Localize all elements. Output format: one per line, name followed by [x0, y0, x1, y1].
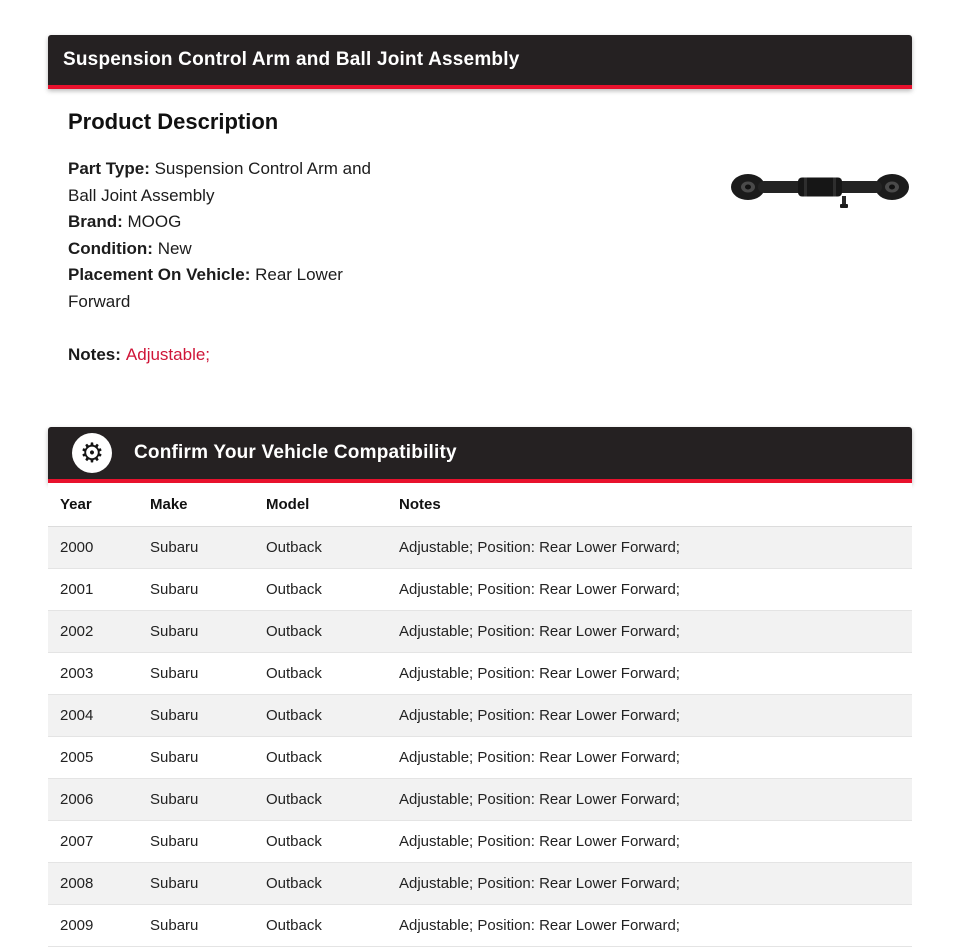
field-value: MOOG	[122, 212, 182, 231]
table-row	[48, 653, 912, 695]
gear-icon	[72, 433, 112, 473]
cell-make: Subaru	[138, 569, 254, 611]
field-label: Brand:	[68, 212, 123, 231]
cell-make: Subaru	[138, 905, 254, 947]
cell-notes: Adjustable; Position: Rear Lower Forward;	[387, 821, 912, 863]
cell-year: 2004	[48, 695, 138, 737]
cell-notes: Adjustable; Position: Rear Lower Forward;	[387, 653, 912, 695]
table-row	[48, 611, 912, 653]
column-header-model: Model	[254, 483, 387, 527]
cell-model: Outback	[254, 905, 387, 947]
product-field	[68, 156, 403, 209]
product-listing-page	[48, 0, 912, 947]
cell-notes: Adjustable; Position: Rear Lower Forward;	[387, 863, 912, 905]
product-field	[68, 236, 403, 263]
column-header-make: Make	[138, 483, 254, 527]
description-heading: Product Description	[68, 109, 279, 134]
cell-year: 2007	[48, 821, 138, 863]
product-field	[68, 262, 403, 315]
cell-model: Outback	[254, 653, 387, 695]
product-title: Suspension Control Arm and Ball Joint Assembly	[63, 49, 520, 70]
cell-make: Subaru	[138, 695, 254, 737]
cell-year: 2009	[48, 905, 138, 947]
cell-model: Outback	[254, 569, 387, 611]
notes-label: Notes:	[68, 345, 121, 364]
compatibility-header-bar	[48, 427, 912, 483]
cell-notes: Adjustable; Position: Rear Lower Forward;	[387, 569, 912, 611]
cell-notes: Adjustable; Position: Rear Lower Forward;	[387, 905, 912, 947]
table-row	[48, 905, 912, 947]
field-value: New	[152, 238, 192, 258]
cell-notes: Adjustable; Position: Rear Lower Forward;	[387, 737, 912, 779]
control-arm-illustration	[730, 161, 910, 221]
product-field	[68, 209, 403, 236]
compatibility-title: Confirm Your Vehicle Compatibility	[134, 442, 457, 463]
table-row	[48, 737, 912, 779]
field-value: Suspension Control Arm and Ball Joint Assembly	[68, 159, 371, 205]
cell-make: Subaru	[138, 527, 254, 569]
table-row	[48, 821, 912, 863]
cell-year: 2003	[48, 653, 138, 695]
table-row	[48, 695, 912, 737]
compatibility-table	[48, 483, 912, 947]
cell-make: Subaru	[138, 779, 254, 821]
field-value: Rear Lower Forward	[68, 265, 343, 311]
control-arm-product-image	[730, 161, 910, 221]
cell-year: 2002	[48, 611, 138, 653]
column-header-year: Year	[48, 483, 138, 527]
cell-model: Outback	[254, 695, 387, 737]
table-row	[48, 779, 912, 821]
cell-model: Outback	[254, 737, 387, 779]
product-notes	[68, 342, 912, 368]
field-label: Condition:	[68, 238, 153, 258]
cell-make: Subaru	[138, 653, 254, 695]
field-label: Part Type:	[68, 159, 150, 178]
cell-year: 2006	[48, 779, 138, 821]
cell-model: Outback	[254, 779, 387, 821]
cell-year: 2008	[48, 863, 138, 905]
product-fields	[68, 156, 403, 315]
notes-value: Adjustable;	[125, 345, 211, 364]
cell-model: Outback	[254, 863, 387, 905]
column-header-notes: Notes	[387, 483, 912, 527]
product-description-section	[48, 109, 912, 387]
cell-make: Subaru	[138, 737, 254, 779]
gear-icon-glyph: ⚙	[79, 437, 105, 469]
cell-notes: Adjustable; Position: Rear Lower Forward;	[387, 695, 912, 737]
table-row	[48, 527, 912, 569]
compatibility-table-body	[48, 527, 912, 947]
compatibility-table-head	[48, 483, 912, 527]
cell-notes: Adjustable; Position: Rear Lower Forward;	[387, 527, 912, 569]
cell-year: 2005	[48, 737, 138, 779]
cell-make: Subaru	[138, 863, 254, 905]
cell-notes: Adjustable; Position: Rear Lower Forward;	[387, 779, 912, 821]
field-label: Placement On Vehicle:	[68, 265, 251, 284]
table-row	[48, 863, 912, 905]
cell-model: Outback	[254, 611, 387, 653]
cell-make: Subaru	[138, 821, 254, 863]
cell-model: Outback	[254, 527, 387, 569]
header-row	[48, 483, 912, 527]
cell-model: Outback	[254, 821, 387, 863]
cell-year: 2001	[48, 569, 138, 611]
cell-make: Subaru	[138, 611, 254, 653]
table-row	[48, 569, 912, 611]
cell-notes: Adjustable; Position: Rear Lower Forward;	[387, 611, 912, 653]
cell-year: 2000	[48, 527, 138, 569]
product-title-bar	[48, 35, 912, 89]
